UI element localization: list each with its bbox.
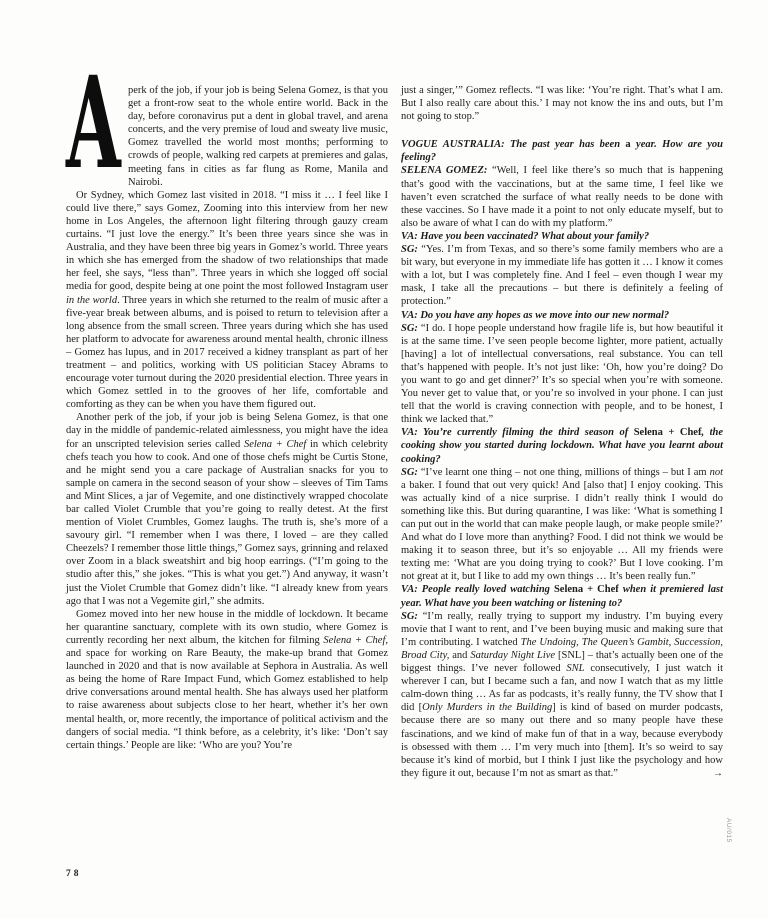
text-segment: Only Murders in the Building bbox=[422, 702, 553, 714]
text-segment: “Yes. I’m from Texas, and so there’s some family members who are a bit wary, but everyone in my immediate life has gotten it … I know it comes with a lot, but I was completely fine. And I feel – even though I wear my mask, I take all the precautions – but there is definitely a feeling of protection.” bbox=[401, 244, 723, 308]
text-segment: [SNL] – that’s actually been one of the biggest things. I’ve never followed bbox=[401, 649, 723, 675]
page-number: 78 bbox=[66, 869, 82, 879]
text-segment: The Undoing, The Queen’s Gambit, Succession, Broad City, bbox=[401, 636, 723, 661]
text-segment: perk of the job, if your job is being Selena Gomez, is that you get a front-row seat to the whole entire world. Back in the day, before coronavirus put a dent in global travel, and arena concerts, and the very premise of loud and sweaty live music, Gomez travelled the world most months; performing to crowds of people, walking red carpets at premieres and galas, meeting fans in cities as far flung as Rome, Manila and Nairobi. bbox=[128, 85, 388, 188]
page-edge-code: AU/015 bbox=[725, 818, 732, 843]
continuation-paragraph bbox=[401, 84, 723, 123]
article-column-right bbox=[401, 84, 723, 780]
text-segment: SG: bbox=[401, 244, 418, 256]
text-segment: “Well, I feel like there’s so much that is happening that’s good with the vaccinations, but at the same time, I feel like we haven’t even scratched the surface of what really needs to be done with these vaccines. So I have made it a point to not only educate myself, but to also be aware of what I can do with my platform.” bbox=[401, 165, 723, 229]
text-segment: Or Sydney, which Gomez last visited in 2018. “I miss it … I feel like I could live there,” says Gomez, Zooming into this interview from her new home in Los Angeles, the afternoon light filtering through gauzy cream curtains. “I just love the energy.” It’s been three years since she was in Australia, and they have been three big years in Gomez’s world. Three years in which she has emerged from the shadow of two relationships that made her feel, she says, “less than”. Three years in which she logged off social media for good, despite being at one point the most followed Instagram user bbox=[66, 189, 388, 293]
text-segment: when it premiered last year. What have you been watching or listening to? bbox=[401, 584, 724, 609]
interview-answer bbox=[401, 610, 723, 780]
article-columns bbox=[66, 49, 724, 780]
text-segment: . Three years in which she returned to the realm of music after a five-year break between albums, and is poised to return to television after a long absence from the small screen. Three years during which she has used her platform to advocate for awareness around mental health, chronic illness – Gomez has lupus, and in 2017 received a kidney transplant as part of her treatment – and politics, working with US politician Stacey Abrams to encourage voter turnout during the 2020 presidential election. Three years in which Gomez settled in to the grooves of her life, comfortable and comforting as they can be when you have them figured out. bbox=[66, 294, 388, 411]
paragraph-gap bbox=[401, 123, 723, 138]
article-column-left bbox=[66, 49, 388, 780]
paragraph bbox=[66, 608, 388, 752]
interview-answer bbox=[401, 164, 723, 229]
text-segment: in the world bbox=[66, 294, 118, 306]
interview-answer bbox=[401, 243, 723, 308]
text-segment: and bbox=[449, 649, 471, 661]
text-segment: SNL bbox=[566, 663, 585, 675]
text-segment: “I’ve learnt one thing – not one thing, millions of things – but I am bbox=[417, 466, 710, 478]
interview-question bbox=[401, 583, 723, 609]
text-segment: “I’m really, really trying to support my industry. I’m buying every movie that I want to rent, and I’ve been buying music and making sure that I’m contributing. I watched bbox=[401, 610, 723, 648]
text-segment: Selena + Chef bbox=[553, 584, 619, 596]
text-segment: Selena + Chef bbox=[323, 634, 386, 646]
paragraph bbox=[66, 189, 388, 412]
text-segment: , the cooking show you started during lockdown. What have you learnt about cooking? bbox=[401, 427, 724, 465]
text-segment: Gomez moved into her new house in the middle of lockdown. It became her quarantine sanctuary, complete with its own studio, where Gomez is currently recording her next album, the kitchen for filming bbox=[66, 608, 388, 646]
text-segment: a bbox=[625, 139, 631, 151]
text-segment: in which celebrity chefs teach you how to cook. And one of those chefs might be Curtis Stone, and he might send you a care package of Australian snacks for you to sample on camera in the second season of your show – sleeves of Tim Tams and Mint Slices, a jar of Vegemite, and one distinctively wrapped chocolate bar called Violet Crumble that you’re going to really detest. At the first mention of Violet Crumbles, Gomez laughs. The truth is, she’s more of a savoury girl. “I remember when I was there, I loved – are they called Cheezels? I remember those little things,” Gomez says, grinning and relaxed over Zoom in a black sweatshirt and big hoop earrings. (“I’m going to the studio after this,” she jokes. “This is what you get.”) And anyway, it wasn’t just the Violet Crumble that Gomez didn’t like. “I already knew from years ago that I was not a Vegemite girl,” she admits. bbox=[66, 438, 388, 607]
text-segment: just a singer,’” Gomez reflects. “I was like: ‘You’re right. That’s what I am. But I also really care about this.’ I may not know the ins and outs, but I’m not going to stop.” bbox=[401, 85, 723, 123]
text-segment: VA: Have you been vaccinated? What about your family? bbox=[401, 230, 650, 242]
text-segment: ] is kind of based on murder podcasts, because there are so many out there and so many people have these fascinations, and we kind of make fun of that in a way, because everybody is obsessed with them … I’m very much into [them]. It’s so weird to say because it’s kind of morbid, but I think I just like the psychology and how they figure it out, because I’m not as smart as that.” bbox=[401, 702, 723, 779]
interview-question bbox=[401, 138, 723, 164]
text-segment: consecutively, I just watch it wherever I can, but I became such a fan, and now I watch that as my little calm-down thing … As far as podcasts, it’s really funny, the TV show that I did [ bbox=[401, 663, 724, 714]
interview-question bbox=[401, 230, 723, 243]
text-segment: VA: You’re currently filming the third season of bbox=[401, 427, 634, 439]
text-segment: VA: Do you have any hopes as we move into our new normal? bbox=[401, 309, 670, 321]
interview-answer bbox=[401, 466, 723, 584]
drop-cap-letter: A bbox=[66, 49, 121, 197]
interview-question bbox=[401, 426, 723, 465]
text-segment: SG: bbox=[401, 466, 418, 478]
interview-question bbox=[401, 309, 723, 322]
text-segment: SG: bbox=[401, 322, 418, 334]
paragraph bbox=[66, 411, 388, 607]
drop-cap bbox=[66, 49, 121, 197]
text-segment: Selena + Chef bbox=[243, 438, 307, 450]
text-segment: VA: People really loved watching bbox=[401, 584, 554, 596]
interview-answer bbox=[401, 322, 723, 427]
text-segment: Selena + Chef bbox=[633, 427, 702, 439]
continuation-arrow-icon: → bbox=[713, 767, 723, 779]
opening-paragraph bbox=[66, 49, 388, 197]
text-segment: not bbox=[709, 466, 723, 478]
text-segment: year. How are you feeling? bbox=[401, 139, 723, 164]
text-segment: “I do. I hope people understand how fragile life is, but how beautiful it is at the same time. I’ve seen people become lighter, more patient, actually [having] a lot of intellectual conversations, real substance. You can tell that’s happened with people. It’s not just like: ‘Oh, how you’re doing? Do you want to go and get dinner?’ It’s so special when you’re with someone. You never get to value that, or you’re so involved in your phone. I can just tell that the world is craving connection with people, and to be honest, I think we lacked that.” bbox=[401, 322, 723, 426]
text-segment: , and space for working on Rare Beauty, the make-up brand that Gomez launched in 2020 and that is now available at Sephora in Australia. As well as being the home of Rare Impact Fund, which Gomez established to help drive conversations around mental health. She has always used her platform to raise awareness about subjects close to her heart, whether it’s her own mental health, or, more recently, the importance of political activism and the dangers of social media. “I think before, as a celebrity, it’s like: ‘Don’t say certain things.’ People are like: ‘Who are you? You’re bbox=[66, 634, 388, 751]
text-segment: Another perk of the job, if your job is being Selena Gomez, is that one day in the middle of pandemic-related aimlessness, you might have the idea for an unscripted television series called bbox=[66, 412, 388, 450]
text-segment: SELENA GOMEZ: bbox=[401, 165, 488, 177]
text-segment: a baker. I found that out very quick! And [also that] I enjoy cooking. This was actually kind of a nice surprise. I didn’t really think I would do something like this. But during quarantine, I was like: ‘What is something I can put out in the world that can make people laugh, or make people smile?’ And what do I love more than anything? Food. I did not think we would be making it to season three, but it’s so enjoyable … All my friends were texting me: ‘What are you doing trying to cook?’ But I love cooking. I’m not great at it, but I like to add my own things … It’s been really fun.” bbox=[401, 479, 723, 583]
text-segment: SG: bbox=[401, 610, 418, 622]
text-segment: Saturday Night Live bbox=[470, 649, 556, 661]
text-segment: VOGUE AUSTRALIA: The past year has been bbox=[401, 139, 626, 151]
